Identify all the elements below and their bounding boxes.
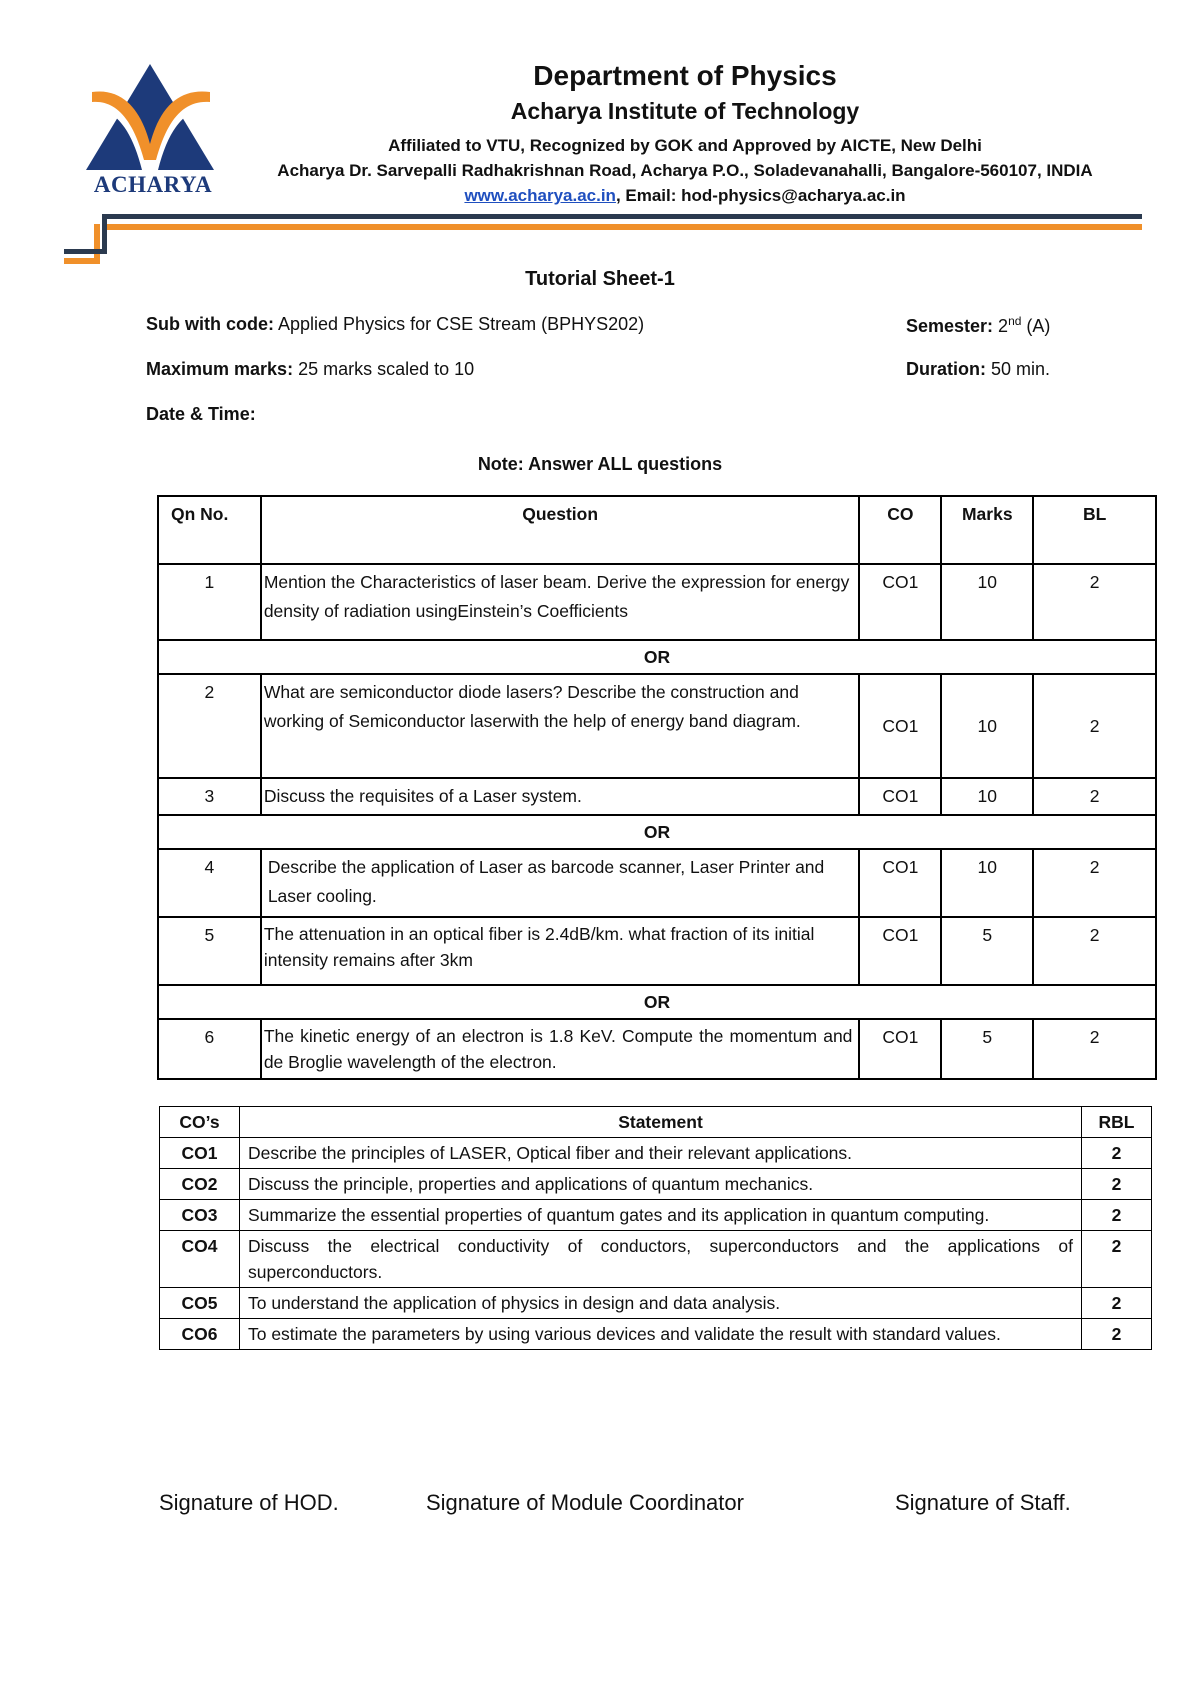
or-row bbox=[158, 985, 1156, 1019]
co-id-cell: CO4 bbox=[160, 1231, 240, 1288]
signature-hod: Signature of HOD. bbox=[159, 1490, 339, 1515]
header-statement: Statement bbox=[239, 1107, 1081, 1138]
co-cell: CO1 bbox=[859, 674, 941, 778]
rbl-cell: 2 bbox=[1082, 1319, 1152, 1350]
marks-cell: 10 bbox=[941, 849, 1033, 917]
header-cos: CO’s bbox=[160, 1107, 240, 1138]
or-label: OR bbox=[158, 985, 1156, 1019]
date-time-label: Date & Time: bbox=[146, 404, 256, 424]
address-line: Acharya Dr. Sarvepalli Radhakrishnan Road, Acharya P.O., Soladevanahalli, Bangalore-560107, INDIA bbox=[277, 161, 1093, 180]
department-title: Department of Physics bbox=[533, 60, 837, 91]
qn-cell: 6 bbox=[158, 1019, 261, 1079]
co-statement-cell: To estimate the parameters by using various devices and validate the result with standard values. bbox=[239, 1319, 1081, 1350]
question-cell: Describe the application of Laser as barcode scanner, Laser Printer and Laser cooling. bbox=[261, 849, 860, 917]
semester-label: Semester: bbox=[906, 316, 994, 336]
header-co: CO bbox=[859, 496, 941, 564]
question-cell: The attenuation in an optical fiber is 2.4dB/km. what fraction of its initial intensity remains after 3km bbox=[261, 917, 860, 985]
rbl-cell: 2 bbox=[1082, 1288, 1152, 1319]
semester-suffix: (A) bbox=[1021, 316, 1051, 336]
header-question: Question bbox=[261, 496, 860, 564]
affiliation-line: Affiliated to VTU, Recognized by GOK and Approved by AICTE, New Delhi bbox=[388, 136, 982, 155]
table-row bbox=[158, 564, 1156, 640]
table-row bbox=[160, 1169, 1152, 1200]
max-marks-value: 25 marks scaled to 10 bbox=[293, 359, 475, 379]
logo-wordmark: ACHARYA bbox=[93, 172, 213, 197]
header-rbl: RBL bbox=[1082, 1107, 1152, 1138]
subject-label: Sub with code: bbox=[146, 314, 274, 334]
bl-cell: 2 bbox=[1033, 849, 1156, 917]
sheet-title: Tutorial Sheet-1 bbox=[525, 268, 675, 290]
table-row bbox=[158, 1019, 1156, 1079]
bl-cell: 2 bbox=[1033, 778, 1156, 815]
co-cell: CO1 bbox=[859, 849, 941, 917]
bl-cell: 2 bbox=[1033, 1019, 1156, 1079]
co-id-cell: CO6 bbox=[160, 1319, 240, 1350]
or-label: OR bbox=[158, 815, 1156, 849]
question-table-header bbox=[158, 496, 1156, 564]
co-table-header bbox=[160, 1107, 1152, 1138]
bl-cell: 2 bbox=[1033, 564, 1156, 640]
rbl-cell: 2 bbox=[1082, 1231, 1152, 1288]
signature-module-coordinator: Signature of Module Coordinator bbox=[426, 1490, 744, 1515]
co-id-cell: CO2 bbox=[160, 1169, 240, 1200]
marks-cell: 5 bbox=[941, 917, 1033, 985]
qn-cell: 4 bbox=[158, 849, 261, 917]
qn-cell: 1 bbox=[158, 564, 261, 640]
marks-cell: 5 bbox=[941, 1019, 1033, 1079]
note-text: Note: Answer ALL questions bbox=[477, 454, 723, 474]
co-statement-cell: Discuss the principle, properties and applications of quantum mechanics. bbox=[239, 1169, 1081, 1200]
semester-value: 2 bbox=[993, 316, 1009, 336]
header-bl: BL bbox=[1033, 496, 1156, 564]
marks-cell: 10 bbox=[941, 778, 1033, 815]
table-row bbox=[158, 674, 1156, 778]
co-statement-cell: To understand the application of physics in design and data analysis. bbox=[239, 1288, 1081, 1319]
co-cell: CO1 bbox=[859, 1019, 941, 1079]
co-cell: CO1 bbox=[859, 778, 941, 815]
max-marks-label: Maximum marks: bbox=[146, 359, 294, 379]
bl-cell: 2 bbox=[1033, 917, 1156, 985]
email-text: , Email: hod-physics@acharya.ac.in bbox=[615, 186, 906, 205]
question-cell: What are semiconductor diode lasers? Describe the construction and working of Semiconductor laserwith the help of energy band diagram. bbox=[261, 674, 860, 778]
date-time-line bbox=[146, 404, 256, 425]
rbl-cell: 2 bbox=[1082, 1200, 1152, 1231]
co-id-cell: CO3 bbox=[160, 1200, 240, 1231]
rbl-cell: 2 bbox=[1082, 1138, 1152, 1169]
table-row bbox=[160, 1200, 1152, 1231]
marks-cell: 10 bbox=[941, 564, 1033, 640]
question-cell: Discuss the requisites of a Laser system. bbox=[261, 778, 860, 815]
subject-line bbox=[146, 314, 644, 335]
header-divider-bars bbox=[64, 214, 1142, 266]
or-label: OR bbox=[158, 640, 1156, 674]
table-row bbox=[160, 1231, 1152, 1288]
header-qn: Qn No. bbox=[158, 496, 261, 564]
semester-sup: nd bbox=[1008, 314, 1022, 328]
website-link[interactable]: www.acharya.ac.in bbox=[464, 186, 616, 205]
qn-cell: 2 bbox=[158, 674, 261, 778]
table-row bbox=[158, 778, 1156, 815]
or-row bbox=[158, 640, 1156, 674]
duration-value: 50 min. bbox=[986, 359, 1051, 379]
co-statement-cell: Summarize the essential properties of quantum gates and its application in quantum computing. bbox=[239, 1200, 1081, 1231]
question-cell: Mention the Characteristics of laser beam. Derive the expression for energy density of radiation usingEinstein’s Coefficients bbox=[261, 564, 860, 640]
institute-name: Acharya Institute of Technology bbox=[510, 98, 860, 124]
subject-value: Applied Physics for CSE Stream (BPHYS202) bbox=[274, 314, 645, 334]
co-statement-cell: Discuss the electrical conductivity of conductors, superconductors and the applications of superconductors. bbox=[239, 1231, 1081, 1288]
co-id-cell: CO1 bbox=[160, 1138, 240, 1169]
marks-cell: 10 bbox=[941, 674, 1033, 778]
semester-line bbox=[906, 314, 1050, 337]
duration-line bbox=[906, 359, 1050, 380]
contact-line bbox=[230, 186, 1140, 206]
duration-label: Duration: bbox=[906, 359, 986, 379]
table-row bbox=[158, 917, 1156, 985]
question-cell: The kinetic energy of an electron is 1.8 KeV. Compute the momentum and de Broglie wavelength of the electron. bbox=[261, 1019, 860, 1079]
co-statement-cell: Describe the principles of LASER, Optical fiber and their relevant applications. bbox=[239, 1138, 1081, 1169]
header-marks: Marks bbox=[941, 496, 1033, 564]
question-table bbox=[157, 495, 1157, 1080]
co-id-cell: CO5 bbox=[160, 1288, 240, 1319]
co-cell: CO1 bbox=[859, 564, 941, 640]
bl-cell: 2 bbox=[1033, 674, 1156, 778]
max-marks-line bbox=[146, 359, 474, 380]
table-row bbox=[160, 1138, 1152, 1169]
or-row bbox=[158, 815, 1156, 849]
qn-cell: 5 bbox=[158, 917, 261, 985]
signature-staff: Signature of Staff. bbox=[895, 1490, 1071, 1515]
table-row bbox=[160, 1288, 1152, 1319]
rbl-cell: 2 bbox=[1082, 1169, 1152, 1200]
qn-cell: 3 bbox=[158, 778, 261, 815]
table-row bbox=[160, 1319, 1152, 1350]
table-row bbox=[158, 849, 1156, 917]
course-outcomes-table bbox=[159, 1106, 1152, 1350]
co-cell: CO1 bbox=[859, 917, 941, 985]
